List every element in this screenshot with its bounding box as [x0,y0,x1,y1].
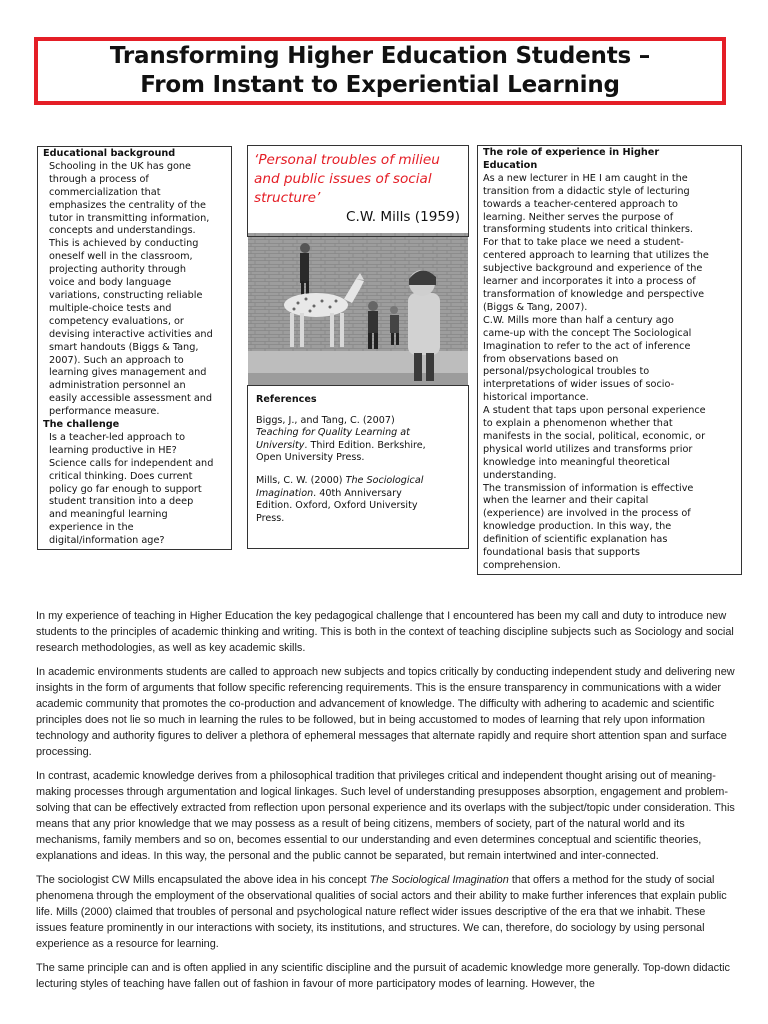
body-text [36,608,738,1000]
quote-text: ‘Personal troubles of milieu and public issues of social structure’ [254,152,440,206]
role-of-experience-text: As a new lecturer in HE I am caught in the transition from a didactic style of lecturing towards a teacher-centered approach to learning. Neither serves the purpose of transforming students into critical thinkers. For that to take place we need a student- centered approach to learning that utilizes the subjective background and experience of the learner and incorporates it into a process of transformation of knowledge and perspective (Biggs & Tang, 2007). C.W. Mills more than half a century ago came-up with the concept The Sociological Imagination to refer to the act of inference from observations based on personal/psychological troubles to interpretations of wider issues of socio- historical importance. A student that taps upon personal experience to explain a phenomenon whether that manifests in the social, political, economic, or physical world utilizes and transforms prior knowledge into meaningful theoretical understanding. The transmission of information is effective when the learner and their capital (experience) are involved in the process of knowledge production. In this way, the definition of scientific explanation has foundational basis that supports comprehension. [483,172,709,571]
body-paragraph-2: In academic environments students are called to approach new subjects and topics critically by conducting independent study and delivering new insights in the form of arguments that follow specific referencing requirements. This is the ensure transparency in communications with a wider academic community that promotes the co-production and advancement of knowledge. The difficulty with adhering to academic and scientific principles does not lie so much in learning the rules to be followed, but in being accustomed to modes of learning that rely upon information technology and authority figures to deliver a plethora of ephemeral messages that alternate rapidly and require short attention span and surface processing. [36,666,735,758]
role-of-experience-box [477,145,742,575]
quote-box [247,145,469,237]
middle-column [247,145,469,549]
reference-mills: Mills, C. W. (2000) The Sociological Imagination. 40th Anniversary Edition. Oxford, Oxford University Press. [256,474,424,524]
challenge-text: Is a teacher-led approach to learning productive in HE? Science calls for independent and critical thinking. Does current policy go far enough to support student transition into a deep and meaningful learning experience in the digital/information age? [49,431,214,547]
role-of-experience-heading: The role of experience in Higher Education [483,147,660,171]
title-banner [34,37,726,105]
educational-background-text: Schooling in the UK has gone through a process of commercialization that emphasizes the centrality of the tutor in transmitting information, concepts and understandings. This is achieved by conducting oneself well in the classroom, projecting authority through voice and body language variations, constructing reliable multiple-choice tests and competency evaluations, or devising interactive activities and smart handouts (Biggs & Tang, 2007). Such an approach to learning gives management and administration personnel an easily accessible assessment and performance measure. [49,160,213,418]
references-box [247,385,469,549]
body-paragraph-1: In my experience of teaching in Higher Education the key pedagogical challenge that I encountered has been my call and duty to introduce new students to the principles of academic thinking and writing. This is both in the context of teaching discipline subjects such as Sociology and social research methodologies, as well as key academic skills. [36,610,734,654]
body-paragraph-3: In contrast, academic knowledge derives from a philosophical tradition that privileges critical and independent thought arising out of meaning-making processes through argumentation and logical linkages. Such level of understanding presupposes absorption, engagement and problem-solving that can be effectively extracted from reflection upon personal experience and its overlaps with the subject/topic under consideration. This means that any prior knowledge that we may possess as a result of being citizens, members of society, part of the natural world and its mechanisms, family members and so on, becomes essential to our understanding and even determines conceptual and scientific theories, explanations and ideas. In this way, the personal and the public cannot be separated, but remain intertwined and inter-connected. [36,770,735,862]
challenge-heading: The challenge [43,419,120,431]
educational-background-box [37,146,232,550]
title-line-2: From Instant to Experiential Learning [140,72,620,98]
references-heading: References [256,394,317,405]
quote-author: C.W. Mills (1959) [346,209,460,225]
title-line-1: Transforming Higher Education Students – [109,43,651,69]
body-paragraph-5: The same principle can and is often applied in any scientific discipline and the pursuit of academic knowledge more generally. Top-down didactic lecturing styles of teaching have fallen out of fashion in favour of more participatory modes of learning. However, the [36,962,730,990]
body-paragraph-4: The sociologist CW Mills encapsulated the above idea in his concept The Sociological Imagination that offers a method for the study of social phenomena through the employment of the observational qualities of social actors and their ability to make further inferences that explain public life. Mills (2000) claimed that troubles of personal and psychological nature reflect wider issues descriptive of the era that we inhabit. These issues feature prominently in our interactions with society, its institutions, and structures. We can, therefore, do sociology by using personal experience as a resource for learning. [36,874,727,950]
reference-biggs: Biggs, J., and Tang, C. (2007) Teaching for Quality Learning at University. Third Edition. Berkshire, Open University Press. [256,414,426,464]
educational-background-heading: Educational background [43,148,176,159]
